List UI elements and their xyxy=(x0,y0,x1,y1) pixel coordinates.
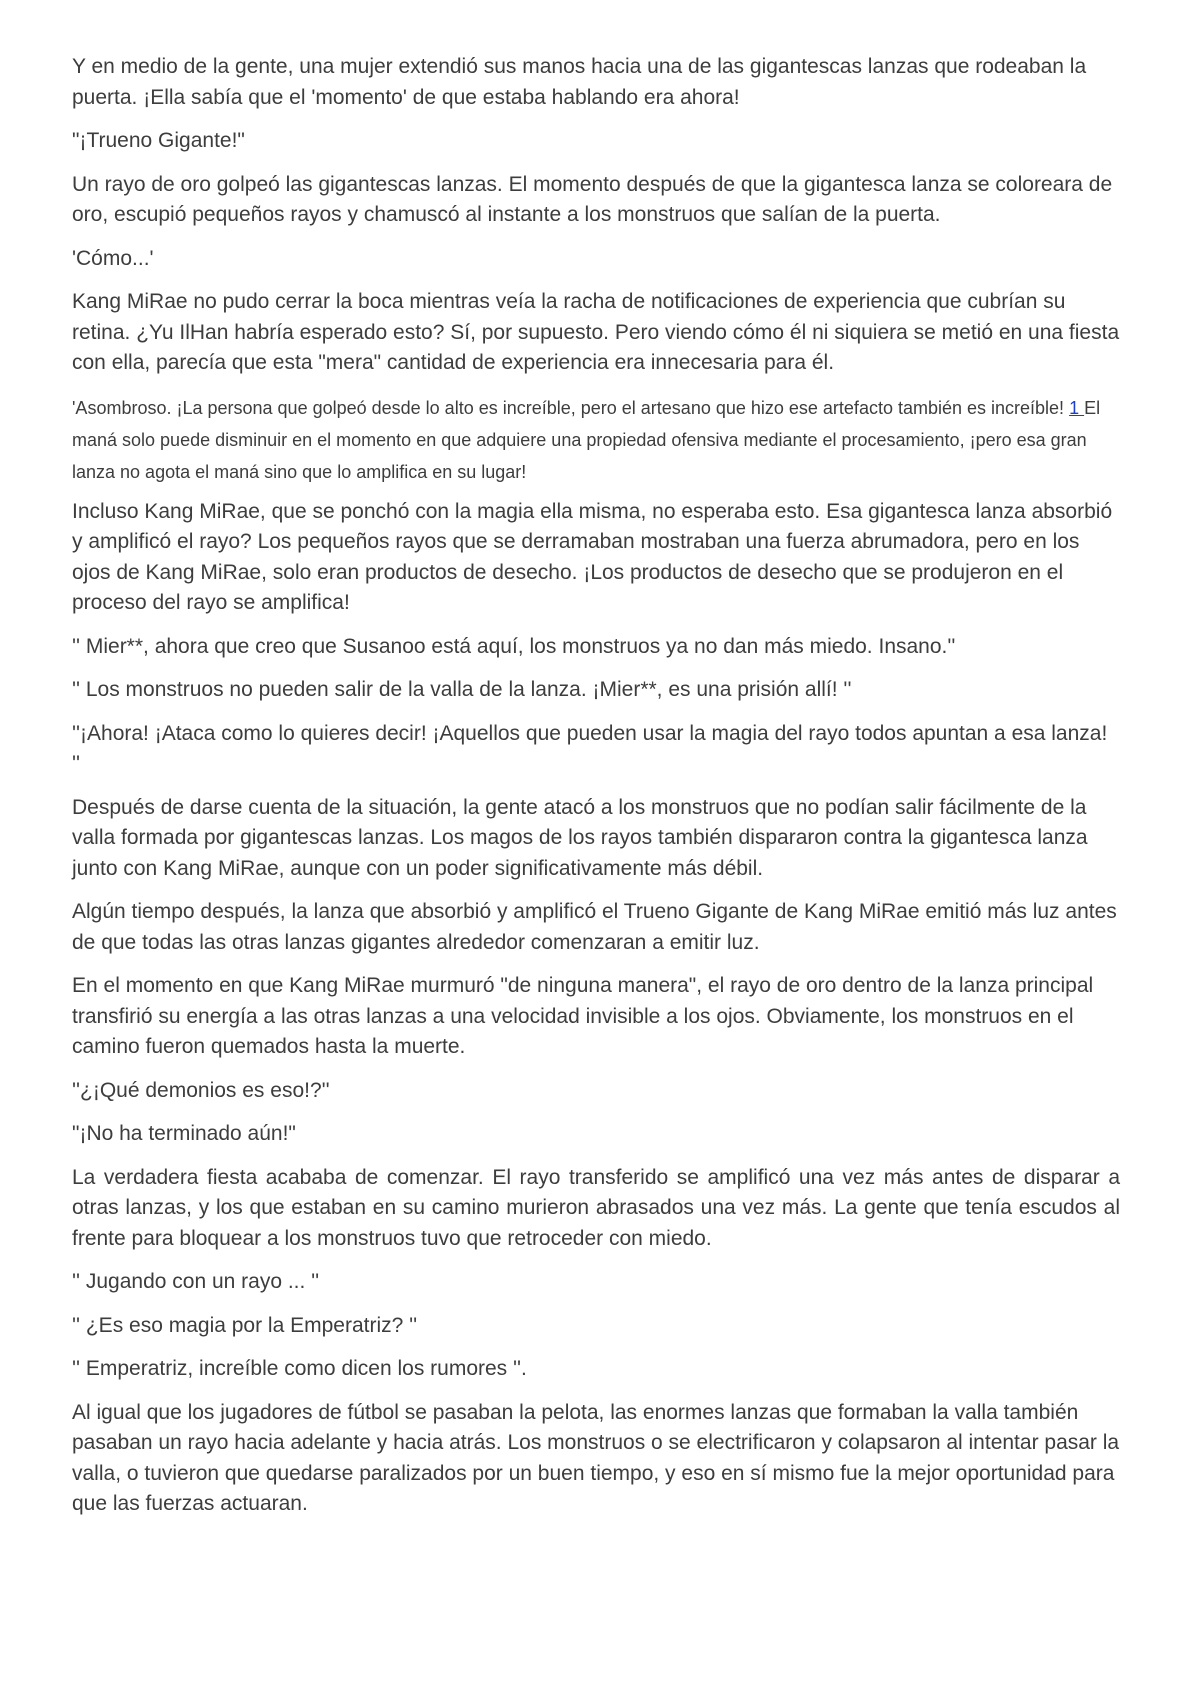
small-paragraph-text-after: El maná solo puede disminuir en el momento en que adquiere una propiedad ofensiva mediante el procesamiento, ¡pero esa gran lanza no agota el maná sino que lo amplifica en su lugar! xyxy=(72,397,1101,482)
paragraph-10: Después de darse cuenta de la situación, la gente atacó a los monstruos que no podían salir fácilmente de la valla formada por gigantescas lanzas. Los magos de los rayos también dispararon contra la gigantesca lanza junto con Kang MiRae, aunque con un poder significativamente más débil. xyxy=(72,795,1088,880)
paragraph-18: '' Emperatriz, increíble como dicen los rumores ''. xyxy=(72,1357,527,1380)
document-page xyxy=(72,52,1120,1533)
paragraph-16: '' Jugando con un rayo ... '' xyxy=(72,1270,320,1293)
paragraph-15: La verdadera fiesta acababa de comenzar. El rayo transferido se amplificó una vez más antes de disparar a otras lanzas, y los que estaban en su camino murieron abrasados una vez más. La gente que tenía escudos al frente para bloquear a los monstruos tuvo que retroceder con miedo. xyxy=(72,1165,1120,1250)
footnote-link[interactable]: 1 xyxy=(1069,397,1085,418)
paragraph-4: 'Cómo...' xyxy=(72,246,154,270)
paragraph-3: Un rayo de oro golpeó las gigantescas lanzas. El momento después de que la gigantesca lanza se coloreara de oro, escupió pequeños rayos y chamuscó al instante a los monstruos que salían de la puerta. xyxy=(72,172,1113,226)
paragraph-13: ''¿¡Qué demonios es eso!?'' xyxy=(72,1078,330,1102)
paragraph-2: "¡Trueno Gigante!" xyxy=(72,129,245,152)
small-paragraph-text-before: 'Asombroso. ¡La persona que golpeó desde lo alto es increíble, pero el artesano que hizo ese artefacto también es increíble! xyxy=(72,397,1070,418)
paragraph-1: Y en medio de la gente, una mujer extendió sus manos hacia una de las gigantescas lanzas que rodeaban la puerta. ¡Ella sabía que el 'momento' de que estaba hablando era ahora! xyxy=(72,55,1087,109)
paragraph-11: Algún tiempo después, la lanza que absorbió y amplificó el Trueno Gigante de Kang MiRae emitió más luz antes de que todas las otras lanzas gigantes alrededor comenzaran a emitir luz. xyxy=(72,900,1117,954)
paragraph-6: Incluso Kang MiRae, que se ponchó con la magia ella misma, no esperaba esto. Esa gigantesca lanza absorbió y amplificó el rayo? Los pequeños rayos que se derramaban mostraban una fuerza abrumadora, pero en los ojos de Kang MiRae, solo eran productos de desecho. ¡Los productos de desecho que se produjeron en el proceso del rayo se amplifica! xyxy=(72,499,1113,614)
paragraph-17: '' ¿Es eso magia por la Emperatriz? '' xyxy=(72,1313,418,1337)
paragraph-5: Kang MiRae no pudo cerrar la boca mientras veía la racha de notificaciones de experiencia que cubrían su retina. ¿Yu IlHan habría esperado esto? Sí, por supuesto. Pero viendo cómo él ni siquiera se metió en una fiesta con ella, parecía que esta "mera" cantidad de experiencia era innecesaria para él. xyxy=(72,290,1120,374)
paragraph-7: '' Mier**, ahora que creo que Susanoo está aquí, los monstruos ya no dan más miedo. Insano.'' xyxy=(72,634,956,658)
small-paragraph xyxy=(72,392,1120,488)
paragraph-19: Al igual que los jugadores de fútbol se pasaban la pelota, las enormes lanzas que formaban la valla también pasaban un rayo hacia adelante y hacia atrás. Los monstruos o se electrificaron y colapsaron al intentar pasar la valla, o tuvieron que quedarse paralizados por un buen tiempo, y eso en sí mismo fue la mejor oportunidad para que las fuerzas actuaran. xyxy=(72,1400,1120,1515)
paragraph-12: En el momento en que Kang MiRae murmuró "de ninguna manera", el rayo de oro dentro de la lanza principal transfirió su energía a las otras lanzas a una velocidad invisible a los ojos. Obviamente, los monstruos en el camino fueron quemados hasta la muerte. xyxy=(72,974,1094,1058)
paragraph-14: "¡No ha terminado aún!" xyxy=(72,1122,296,1145)
paragraph-8: '' Los monstruos no pueden salir de la valla de la lanza. ¡Mier**, es una prisión allí! '' xyxy=(72,678,852,701)
paragraph-9: ''¡Ahora! ¡Ataca como lo quieres decir! ¡Aquellos que pueden usar la magia del rayo todos apuntan a esa lanza! '' xyxy=(72,721,1108,775)
